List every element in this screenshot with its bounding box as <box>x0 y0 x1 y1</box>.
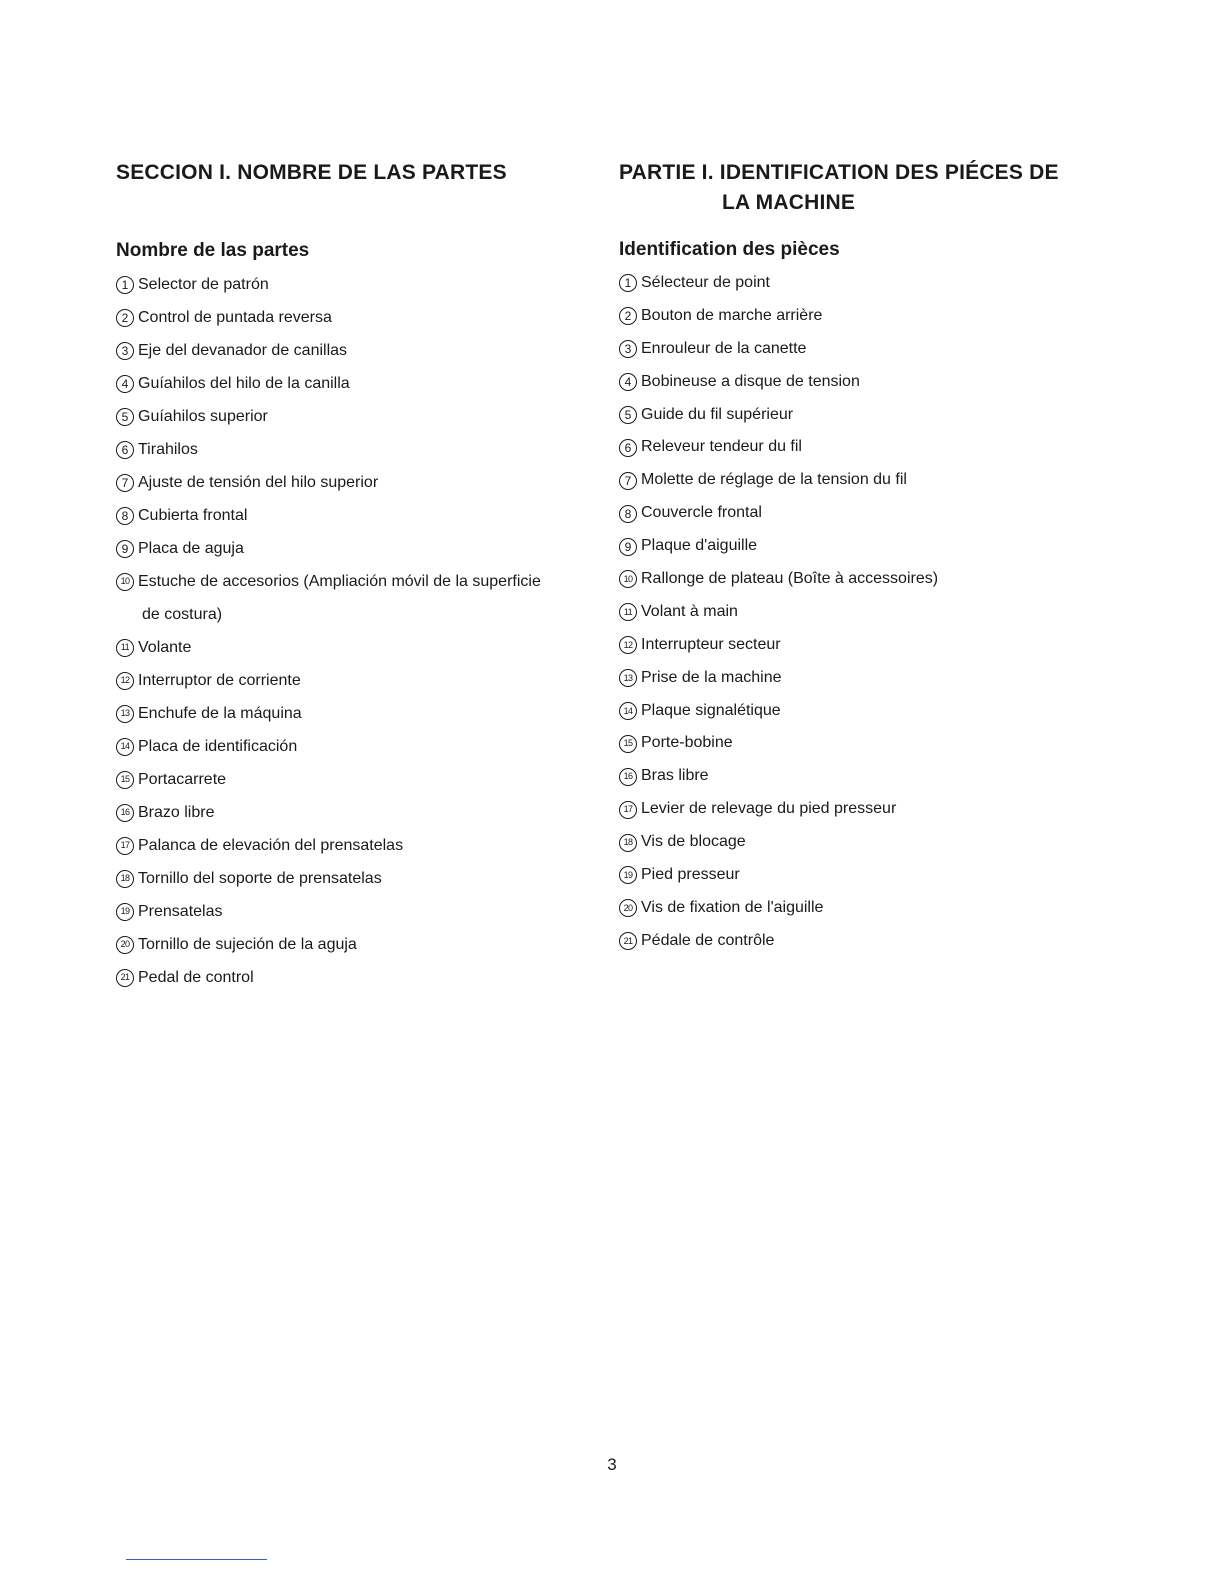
part-name: Ajuste de tensión del hilo superior <box>138 474 379 491</box>
list-item <box>619 662 1089 695</box>
circled-number-icon: 9 <box>619 538 637 556</box>
list-item <box>619 333 1089 366</box>
list-item <box>116 334 586 367</box>
circled-number-icon: 21 <box>116 969 134 987</box>
part-name: Bras libre <box>641 767 709 785</box>
part-name: Plaque signalétique <box>641 701 781 719</box>
circled-number-icon: 12 <box>116 672 134 690</box>
part-name: Releveur tendeur du fil <box>641 438 802 456</box>
part-name: Brazo libre <box>138 804 215 821</box>
circled-number-icon: 16 <box>619 768 637 786</box>
circled-number-icon: 6 <box>116 441 134 459</box>
part-name: Pédale de contrôle <box>641 931 775 949</box>
circled-number-icon: 19 <box>619 866 637 884</box>
list-item <box>619 267 1089 300</box>
part-name: Tirahilos <box>138 441 198 458</box>
part-name: Interruptor de corriente <box>138 672 301 689</box>
list-item <box>116 466 586 499</box>
list-item <box>619 399 1089 432</box>
spanish-subheading: Nombre de las partes <box>116 240 310 261</box>
list-item <box>116 796 586 829</box>
part-name: Enchufe de la máquina <box>138 705 302 722</box>
part-name: Prise de la machine <box>641 668 782 686</box>
part-name: Cubierta frontal <box>138 507 248 524</box>
list-item <box>116 631 586 664</box>
part-name: Interrupteur secteur <box>641 635 781 653</box>
circled-number-icon: 4 <box>619 373 637 391</box>
part-name: Control de puntada reversa <box>138 309 332 326</box>
circled-number-icon: 1 <box>619 274 637 292</box>
circled-number-icon: 17 <box>116 837 134 855</box>
circled-number-icon: 8 <box>619 505 637 523</box>
circled-number-icon: 3 <box>619 340 637 358</box>
part-name: Estuche de accesorios (Ampliación móvil de la superficie <box>138 573 541 590</box>
list-item <box>619 366 1089 399</box>
part-name: Pied presseur <box>641 866 740 884</box>
list-item <box>116 862 586 895</box>
list-item <box>619 826 1089 859</box>
list-item <box>619 431 1089 464</box>
circled-number-icon: 14 <box>116 738 134 756</box>
list-item <box>619 925 1089 958</box>
part-name: Rallonge de plateau (Boîte à accessoires) <box>641 570 939 588</box>
part-name: Prensatelas <box>138 903 223 920</box>
spanish-parts-list <box>116 268 586 994</box>
list-item <box>116 730 586 763</box>
list-item <box>619 300 1089 333</box>
circled-number-icon: 5 <box>116 408 134 426</box>
circled-number-icon: 20 <box>116 936 134 954</box>
list-item <box>619 530 1089 563</box>
circled-number-icon: 14 <box>619 702 637 720</box>
part-name: Pedal de control <box>138 969 254 986</box>
circled-number-icon: 2 <box>116 309 134 327</box>
part-name: Placa de identificación <box>138 738 298 755</box>
circled-number-icon: 2 <box>619 307 637 325</box>
french-section-title <box>619 158 1089 218</box>
circled-number-icon: 6 <box>619 439 637 457</box>
list-item <box>619 727 1089 760</box>
part-name: Eje del devanador de canillas <box>138 342 348 359</box>
list-item <box>116 664 586 697</box>
list-item <box>116 961 586 994</box>
list-item <box>619 695 1089 728</box>
part-name: Placa de aguja <box>138 540 244 557</box>
part-name: Vis de fixation de l'aiguille <box>641 898 824 916</box>
circled-number-icon: 3 <box>116 342 134 360</box>
circled-number-icon: 20 <box>619 899 637 917</box>
circled-number-icon: 5 <box>619 406 637 424</box>
footer-rule <box>126 1559 267 1560</box>
circled-number-icon: 15 <box>116 771 134 789</box>
circled-number-icon: 4 <box>116 375 134 393</box>
list-item <box>116 895 586 928</box>
part-name: de costura) <box>142 606 223 623</box>
part-name: Guíahilos del hilo de la canilla <box>138 375 350 392</box>
list-item <box>116 598 586 631</box>
circled-number-icon: 1 <box>116 276 134 294</box>
french-column <box>619 158 1089 958</box>
part-name: Tornillo de sujeción de la aguja <box>138 936 357 953</box>
list-item <box>116 499 586 532</box>
list-item <box>116 268 586 301</box>
circled-number-icon: 17 <box>619 801 637 819</box>
circled-number-icon: 18 <box>619 834 637 852</box>
part-name: Bobineuse a disque de tension <box>641 372 860 390</box>
list-item <box>619 859 1089 892</box>
circled-number-icon: 11 <box>619 603 637 621</box>
list-item <box>619 892 1089 925</box>
part-name: Portacarrete <box>138 771 227 788</box>
circled-number-icon: 11 <box>116 639 134 657</box>
part-name: Couvercle frontal <box>641 504 762 522</box>
list-item <box>619 563 1089 596</box>
spanish-column <box>116 158 586 994</box>
circled-number-icon: 9 <box>116 540 134 558</box>
french-section-title-line1: PARTIE I. IDENTIFICATION DES PIÉCES DE <box>619 161 1059 184</box>
circled-number-icon: 16 <box>116 804 134 822</box>
list-item <box>116 928 586 961</box>
french-parts-list <box>619 267 1089 958</box>
list-item <box>619 596 1089 629</box>
list-item <box>116 433 586 466</box>
part-name: Tornillo del soporte de prensatelas <box>138 870 382 887</box>
list-item <box>116 400 586 433</box>
part-name: Molette de réglage de la tension du fil <box>641 471 907 489</box>
spanish-section-title: SECCION I. NOMBRE DE LAS PARTES <box>116 161 507 184</box>
list-item <box>116 367 586 400</box>
part-name: Enrouleur de la canette <box>641 339 807 357</box>
part-name: Volant à main <box>641 602 738 620</box>
list-item <box>619 760 1089 793</box>
circled-number-icon: 12 <box>619 636 637 654</box>
circled-number-icon: 7 <box>619 472 637 490</box>
list-item <box>116 763 586 796</box>
part-name: Selector de patrón <box>138 276 269 293</box>
circled-number-icon: 18 <box>116 870 134 888</box>
list-item <box>116 301 586 334</box>
circled-number-icon: 19 <box>116 903 134 921</box>
circled-number-icon: 10 <box>116 573 134 591</box>
french-subheading: Identification des pièces <box>619 239 840 260</box>
french-section-title-line2: LA MACHINE <box>722 191 856 214</box>
circled-number-icon: 10 <box>619 570 637 588</box>
part-name: Bouton de marche arrière <box>641 306 823 324</box>
part-name: Volante <box>138 639 192 656</box>
part-name: Palanca de elevación del prensatelas <box>138 837 404 854</box>
part-name: Guide du fil supérieur <box>641 405 794 423</box>
part-name: Levier de relevage du pied presseur <box>641 800 897 818</box>
circled-number-icon: 21 <box>619 932 637 950</box>
circled-number-icon: 15 <box>619 735 637 753</box>
part-name: Porte-bobine <box>641 734 733 752</box>
page-number: 3 <box>607 1455 617 1474</box>
list-item <box>619 793 1089 826</box>
list-item <box>116 829 586 862</box>
list-item <box>619 464 1089 497</box>
list-item <box>619 497 1089 530</box>
circled-number-icon: 13 <box>116 705 134 723</box>
part-name: Sélecteur de point <box>641 274 770 291</box>
list-item <box>619 629 1089 662</box>
list-item <box>116 565 586 598</box>
list-item <box>116 532 586 565</box>
part-name: Plaque d'aiguille <box>641 537 758 555</box>
circled-number-icon: 8 <box>116 507 134 525</box>
part-name: Guíahilos superior <box>138 408 268 425</box>
list-item <box>116 697 586 730</box>
circled-number-icon: 13 <box>619 669 637 687</box>
part-name: Vis de blocage <box>641 833 746 851</box>
circled-number-icon: 7 <box>116 474 134 492</box>
